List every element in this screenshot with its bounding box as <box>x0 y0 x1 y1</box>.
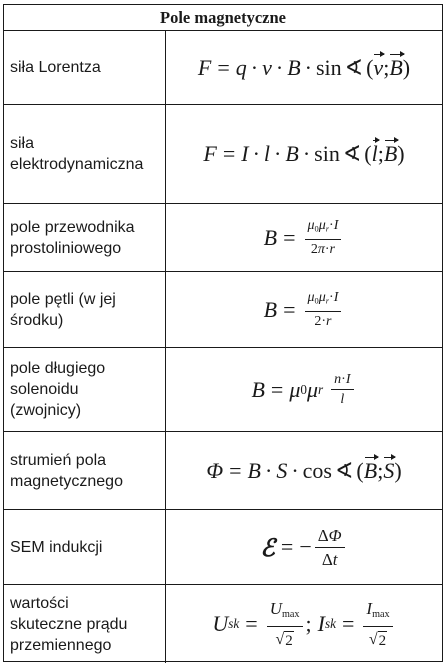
row-label: pole pętli (w jej środku) <box>4 272 166 347</box>
formula-electrodynamic: F = I · l · B · sin ∢ ( l ; B ) <box>203 141 405 166</box>
row-label: siła elektrodynamiczna <box>4 105 166 203</box>
table-row <box>4 272 442 348</box>
row-label: pole długiego solenoidu (zwojnicy) <box>4 348 166 431</box>
table-row <box>4 432 442 510</box>
formula-table <box>3 4 443 662</box>
formula-solenoid: B = μ 0 μ r $\frac{n\cdot I}{l}$ <box>166 348 442 431</box>
table-row <box>4 585 442 663</box>
formula-loop: B = $\frac{\mu_0\mu_r\cdot I}{2\cdot r}$ <box>166 272 442 347</box>
formula-flux: Φ = B · S · cos ∢ ( B ; S ) <box>206 457 402 483</box>
row-label: strumień pola magnetycznego <box>4 432 166 509</box>
table-row <box>4 105 442 204</box>
table-title: Pole magnetyczne <box>4 5 442 31</box>
formula-straight-wire: B = $\frac{\mu_0\mu_r\cdot I}{2\pi\cdot r}$ <box>166 204 442 271</box>
formula-lorentz: F = q · v · B · sin ∢ ( v ; B ) <box>197 54 411 80</box>
row-label: wartości skuteczne prądu przemiennego <box>4 585 166 663</box>
table-row <box>4 204 442 272</box>
row-label: pole przewodnika prostoliniowego <box>4 204 166 271</box>
row-label: SEM indukcji <box>4 510 166 584</box>
table-row <box>4 31 442 105</box>
table-row <box>4 510 442 585</box>
row-label: siła Lorentza <box>4 31 166 104</box>
table-row <box>4 348 442 432</box>
formula-rms: U sk = $U_{max}$ √ 2 ; I sk = $I_{max}$ √ 2 <box>166 585 442 663</box>
formula-emf: ℰ = − $\frac{\Delta\Phi}{\Delta t}$ <box>166 510 442 584</box>
